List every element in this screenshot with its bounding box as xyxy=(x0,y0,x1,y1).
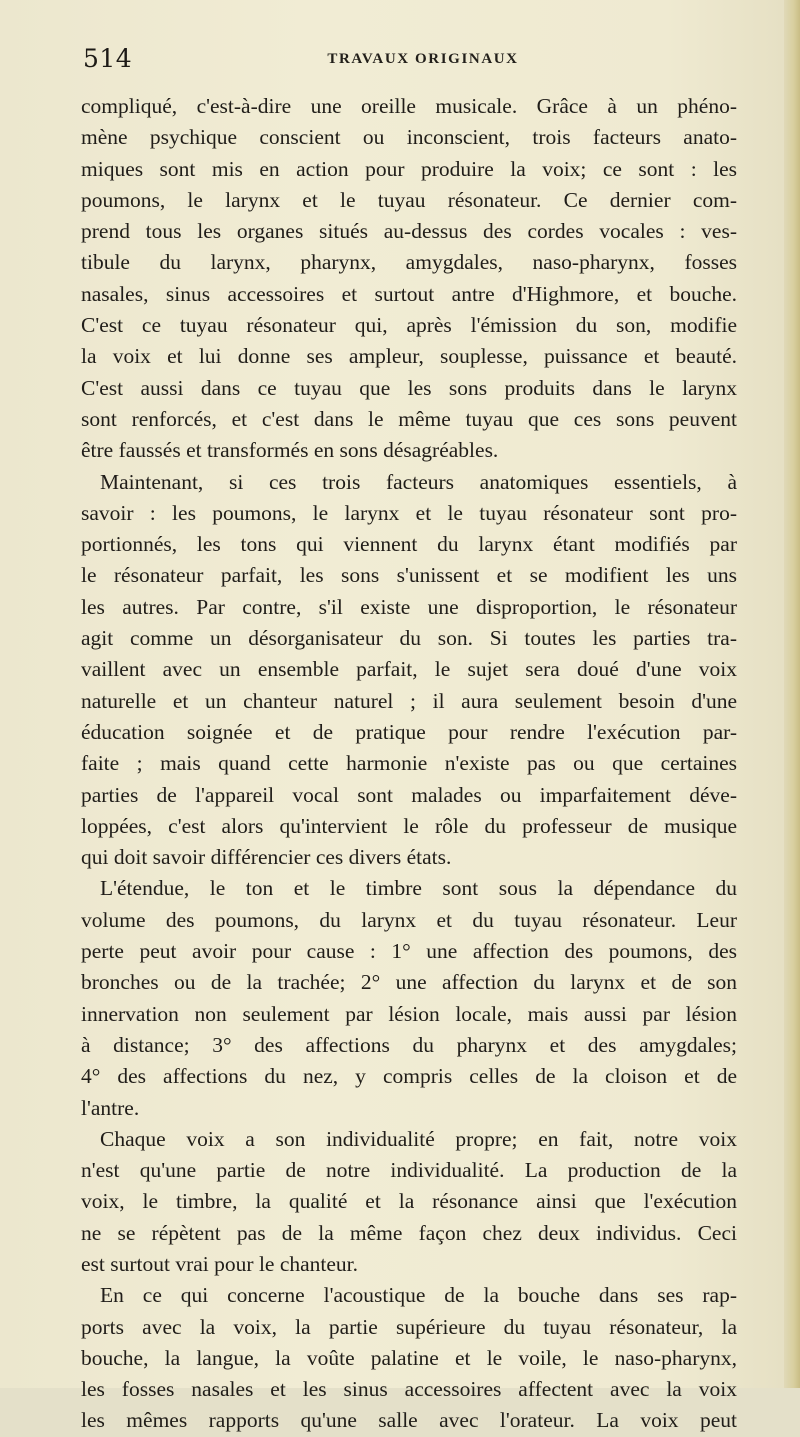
text-line: bouche, la langue, la voûte palatine et le voile, le naso-pharynx, xyxy=(81,1345,737,1370)
page-edge xyxy=(784,0,800,1388)
text-line: les fosses nasales et les sinus accessoires affectent avec la voix xyxy=(81,1377,737,1402)
text-line: ports avec la voix, la partie supérieure du tuyau résonateur, la xyxy=(81,1314,737,1339)
text-line: ne se répètent pas de la même façon chez deux individus. Ceci xyxy=(81,1220,737,1245)
text-line: volume des poumons, du larynx et du tuyau résonateur. Leur xyxy=(81,907,737,932)
text-line: est surtout vrai pour le chanteur. xyxy=(81,1251,359,1276)
text-line: L'étendue, le ton et le timbre sont sous la dépendance du xyxy=(100,876,737,901)
text-line: C'est ce tuyau résonateur qui, après l'émission du son, modifie xyxy=(81,313,737,338)
text-line: agit comme un désorganisateur du son. Si toutes les parties tra- xyxy=(81,626,737,651)
running-head: TRAVAUX ORIGINAUX xyxy=(327,51,519,67)
text-line: parties de l'appareil vocal sont malades ou imparfaitement déve- xyxy=(81,782,737,807)
text-line: à distance; 3° des affections du pharynx et des amygdales; xyxy=(81,1032,737,1057)
text-line: qui doit savoir différencier ces divers états. xyxy=(81,845,452,870)
text-line: bronches ou de la trachée; 2° une affection du larynx et de son xyxy=(81,970,737,995)
page-number: 514 xyxy=(83,44,133,73)
text-line: compliqué, c'est-à-dire une oreille musicale. Grâce à un phéno- xyxy=(81,94,737,118)
text-line: mène psychique conscient ou inconscient, trois facteurs anato- xyxy=(81,125,737,150)
text-line: nasales, sinus accessoires et surtout antre d'Highmore, et bouche. xyxy=(81,281,737,306)
text-line: En ce qui concerne l'acoustique de la bouche dans ses rap- xyxy=(100,1283,737,1308)
text-line: perte peut avoir pour cause : 1° une affection des poumons, des xyxy=(81,939,737,964)
text-line: Maintenant, si ces trois facteurs anatomiques essentiels, à xyxy=(100,469,737,494)
text-line: portionnés, les tons qui viennent du larynx étant modifiés par xyxy=(81,532,737,557)
text-line: les autres. Par contre, s'il existe une disproportion, le résonateur xyxy=(81,594,737,619)
text-line: tibule du larynx, pharynx, amygdales, naso-pharynx, fosses xyxy=(81,250,737,275)
text-line: les mêmes rapports qu'une salle avec l'orateur. La voix peut xyxy=(81,1408,737,1433)
text-line: poumons, le larynx et le tuyau résonateur. Ce dernier com- xyxy=(81,187,737,212)
text-line: voix, le timbre, la qualité et la résonance ainsi que l'exécution xyxy=(81,1189,737,1214)
text-line: être faussés et transformés en sons désagréables. xyxy=(81,438,499,463)
text-line: Chaque voix a son individualité propre; en fait, notre voix xyxy=(100,1126,737,1151)
body-text xyxy=(81,91,737,1437)
text-line: prend tous les organes situés au-dessus des cordes vocales : ves- xyxy=(81,219,737,244)
text-line: sont renforcés, et c'est dans le même tuyau que ces sons peuvent xyxy=(81,406,737,431)
text-line: loppées, c'est alors qu'intervient le rôle du professeur de musique xyxy=(81,813,737,838)
text-line: vaillent avec un ensemble parfait, le sujet sera doué d'une voix xyxy=(81,657,737,682)
text-line: 4° des affections du nez, y compris celles de la cloison et de xyxy=(81,1064,737,1089)
text-line: C'est aussi dans ce tuyau que les sons produits dans le larynx xyxy=(81,375,737,400)
text-line: miques sont mis en action pour produire la voix; ce sont : les xyxy=(81,156,737,181)
text-line: innervation non seulement par lésion locale, mais aussi par lésion xyxy=(81,1001,737,1026)
text-line: savoir : les poumons, le larynx et le tuyau résonateur sont pro- xyxy=(81,500,737,525)
text-line: faite ; mais quand cette harmonie n'existe pas ou que certaines xyxy=(81,751,737,776)
text-line: naturelle et un chanteur naturel ; il aura seulement besoin d'une xyxy=(81,688,737,713)
text-line: l'antre. xyxy=(81,1095,140,1120)
text-line: n'est qu'une partie de notre individualité. La production de la xyxy=(81,1158,737,1183)
text-line: la voix et lui donne ses ampleur, souplesse, puissance et beauté. xyxy=(81,344,737,369)
text-line: le résonateur parfait, les sons s'unissent et se modifient les uns xyxy=(81,563,737,588)
page-header xyxy=(83,44,737,80)
text-line: éducation soignée et de pratique pour rendre l'exécution par- xyxy=(81,719,737,744)
